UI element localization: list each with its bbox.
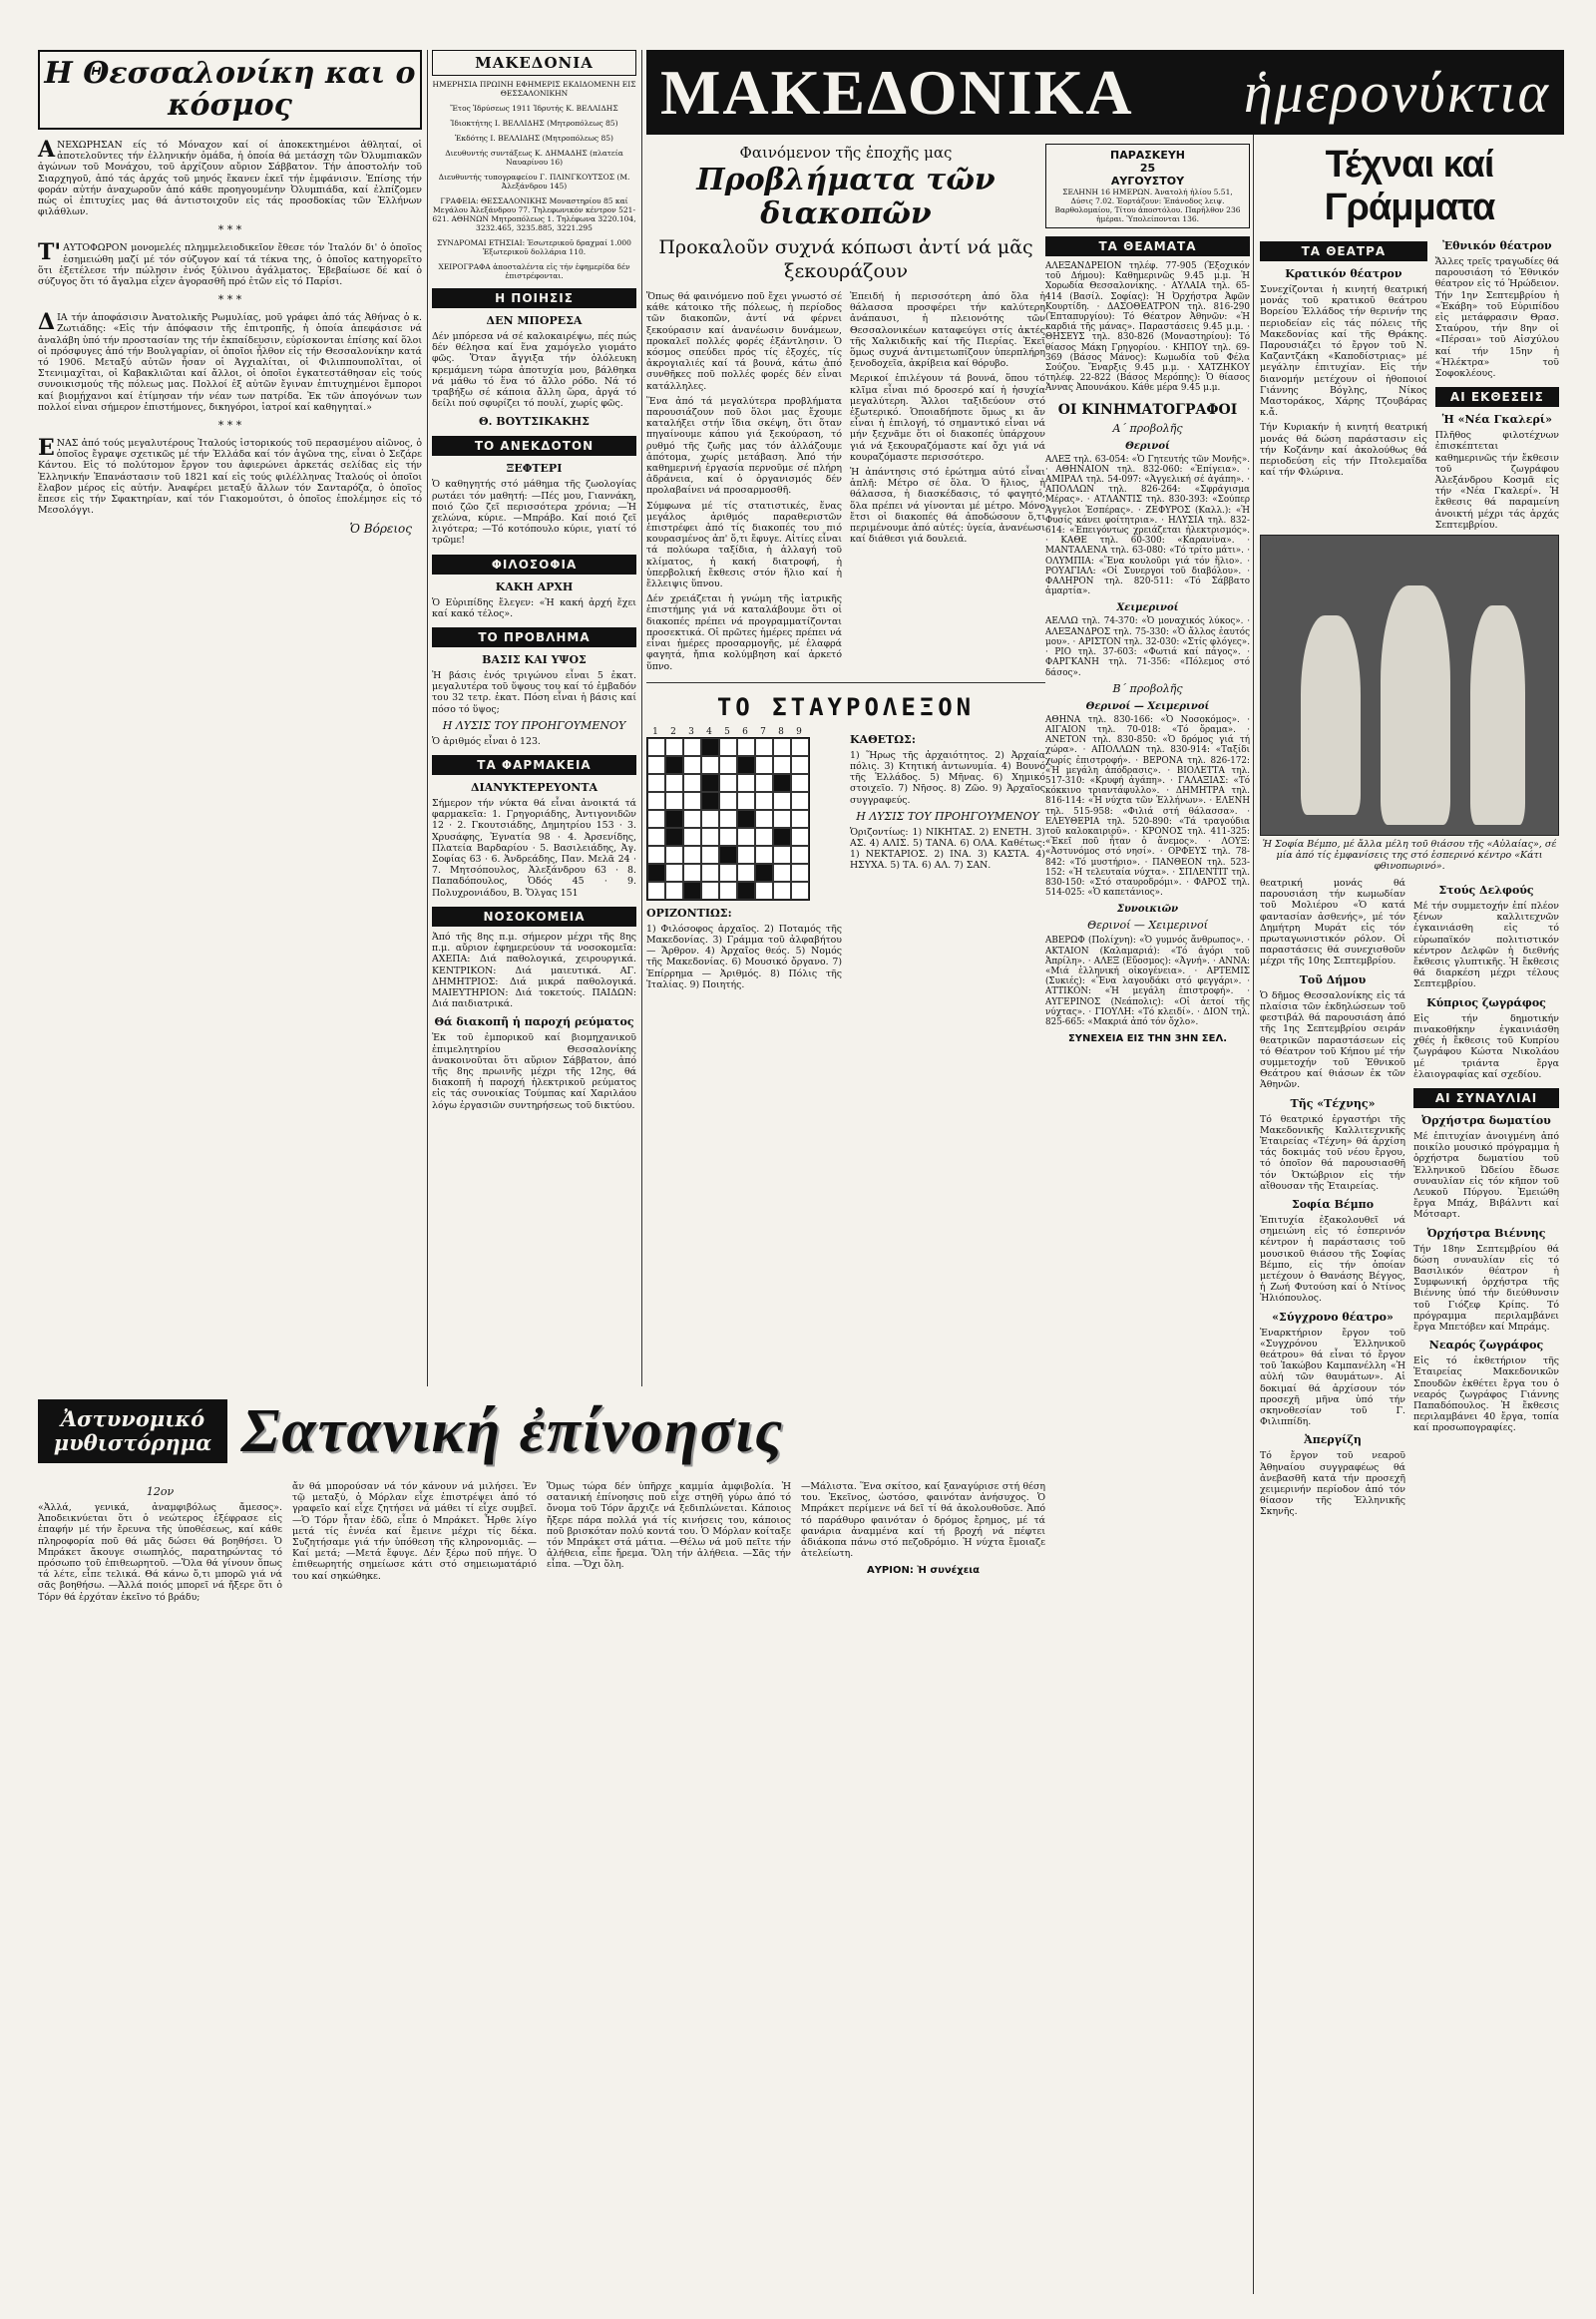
item-title: Ἀπεργίζη xyxy=(1304,1433,1362,1447)
item-title: «Σύγχρονο θέατρο» xyxy=(1272,1310,1394,1324)
crossword-number: 6 xyxy=(742,726,748,737)
masthead-text: Ἐκδότης Ι. ΒΕΛΛΙΔΗΣ (Μητροπόλεως 85) xyxy=(455,134,613,143)
crossword-cell xyxy=(683,756,701,774)
crossword-cell xyxy=(719,882,737,900)
item-text: Τό θεατρικό ἐργαστήρι τῆς Μακεδονικῆς Καλλιτεχνικῆς Ἑταιρείας «Τέχνη» θά ἀρχίση τάς δοκιμάς τοῦ νέου ἔργου, τό ὁποῖον θά παρουσιασθῆ τόν Ὀκτώβριον εἰς τήν αἴθουσαν τῆς Ἑταιρείας. xyxy=(1260,1113,1405,1192)
crossword-cell xyxy=(683,828,701,846)
crossword-number: 5 xyxy=(724,726,730,737)
crossword-cell xyxy=(719,810,737,828)
crossword-cell xyxy=(737,846,755,864)
item-text: Ὁ δῆμος Θεσσαλονίκης εἰς τά πλαίσια τῶν ἐκδηλώσεων τοῦ φεστιβάλ θά παρουσιάση ἀπό τῆς 1ης Σεπτεμβρίου σειράν θεατρικῶν παραστάσεων εἰς τό Θέατρον τοῦ Κήπου μέ τήν συμμετοχήν τοῦ Ἐθνικοῦ Θεάτρου καί θιάσων ἐκ τῶν Ἀθηνῶν. xyxy=(1260,989,1405,1091)
crossword-cell xyxy=(791,774,809,792)
article-paragraph: ΕΝΑΣ ἀπό τούς μεγαλυτέρους Ἰταλούς ἱστορικούς τοῦ περασμένου αἰῶνος, ὁ ὁποῖος ἔγραψε σχετικῶς μέ τήν Ἑλλάδα καί τόν ἀγῶνα της, εἶναι ὁ Σεζάρε Κάντου. Εἰς τό πολύτομον ἔργον του ἀφιερώνει ἀρκετάς σελίδας εἰς τήν Ἑλληνικήν Ἐπανάστασιν τοῦ 1821 καί εἰς τούς φιλέλληνας Ἰταλούς οἱ ὁποῖοι ἔλαβον μέρος εἰς αὐτήν. Ἀναφέρει μεταξύ ἄλλων τόν Σανταρόζα, ὁ ὁποῖος ἔπεσε εἰς τήν Σφακτηρίαν, καί τόν Γιακομούτσι, ὁ ὁποῖος ἐπολέμησε εἰς τό Μεσολόγγι. xyxy=(38,435,422,517)
answer-text: Ὁ ἀριθμός εἶναι ὁ 123. xyxy=(432,735,541,747)
article-paragraph: ΑΝΕΧΩΡΗΣΑΝ είς τό Μόναχον καί οί ἀποκεκτημένοι ἀθληταί, οἱ ἀποτελοῦντες τήν ἑλληνικήν ὁμάδα, ἡ ὁποία θά μετάσχη τῶν Ὀλυμπιακῶν ἀγώνων τοῦ Μονάχου, τοῦ ἀρχίζουν αὔριον Σάββατον. Τήν ἀποστολήν τοῦ Σιαρχηγοῦ, ἀπό τάς ἀρχάς τοῦ μηνός ἔκανεν ἐκεῖ τήν ἐμφάνισιν. Ἐπίσης τήν φοράν αὐτήν ἀναχωροῦν ἀπό κάθε προηγουμένην Ὀλυμπιάδα, καί ἐλπίζομεν πώς οἱ ἐπιτυχίες μας θά ἀντιστοιχοῦν εἰς τάς προσδοκίας τῶν Ἑλλήνων φιλάθλων. xyxy=(38,137,422,218)
crossword-cell xyxy=(791,756,809,774)
crossword-cell xyxy=(755,846,773,864)
article-paragraph: Ὅπως θά φαινόμενο ποῦ ἔχει γνωστό σέ κάθε κάτοικο τῆς πόλεως, ἡ περίοδος τῶν διακοπῶν, ἀντί νά φέρνει ξεκούρασιν καί ἀνανέωσιν δυνάμεων, προκαλεῖ πολλές φορές ἐξάντλησιν. Ὁ κόσμος σπεύδει πρός τίς ἐξοχές, τίς ἀκρογιαλιές καί τά βουνά, κάτω ἀπό συνθῆκες ποῦ πολλές φορές δέν εἶναι κατάλληλες. xyxy=(646,291,842,392)
philosophy-title: ΚΑΚΗ ΑΡΧΗ xyxy=(495,580,574,593)
crossword-cell xyxy=(773,846,791,864)
philosophy-text: Ὁ Εὐριπίδης ἔλεγεν: «Ἡ κακή ἀρχή ἔχει καί κακό τέλος». xyxy=(432,596,636,619)
serial-title: Σατανική ἐπίνοησις xyxy=(241,1396,785,1465)
crossword-grid xyxy=(646,737,810,901)
item-text: Πλῆθος φιλοτέχνων ἐπισκέπτεται καθημερινῶς τήν ἔκθεσιν τοῦ ζωγράφου Ἀλεξάνδρου Κοσμᾶ εἰς τήν «Νέα Γκαλερί». Ἡ ἔκθεσις θά παραμείνη ἀνοικτή μέχρι τάς ἀρχάς Σεπτεμβρίου. xyxy=(1434,430,1559,531)
serial-paragraph: ἄν θά μπορούσαν νά τόν κάνουν νά μιλήσει. Ἐν τῷ μεταξύ, ὁ Μόρλαν εἶχε ἐπιστρέψει ἀπό τό γραφεῖο καί εἶχε ζητήσει νά μάθει τί εἶχε συμβεῖ. —Ὁ Τόρν ἦταν ἐδῶ, εἶπε ὁ Μπράκετ. Ἦρθε λίγο μετά τίς ἑννέα καί ἔμεινε μέχρι τίς δέκα. Συζητήσαμε γιά τήν ὑπόθεση τῆς κληρονομιᾶς. —Καί μετά; —Μετά ἔφυγε. Δέν ξέρω ποῦ πήγε. Ὁ ἐπιθεωρητής σημείωσε κάτι στό σημειωματάριό του καί σηκώθηκε. xyxy=(292,1481,537,1582)
horizontal-clues-header: ΟΡΙΖΟΝΤΙΩΣ: xyxy=(646,906,732,920)
masthead-text: ΧΕΙΡΟΓΡΑΦΑ ἀποσταλέντα εἰς τήν ἐφημερίδα δέν ἐπιστρέφονται. xyxy=(438,262,630,280)
date-box xyxy=(1045,144,1250,228)
date-details: ΣΕΛΗΝΗ 16 ΗΜΕΡΩΝ. Ἀνατολή ἡλίου 5.51, Δύσις 7.02. Ἑορτάζουν: Ἐπάνοδος λειψ. Βαρθολομαίου, Τίτου ἀποστόλου. Παρῆλθον 236 ἡμέραι. Ὑπολείπονται 136. xyxy=(1054,188,1241,223)
second-run-label: Β΄ προβολῆς xyxy=(1112,681,1183,695)
crossword-cell xyxy=(719,864,737,882)
suburb-cinema-listings: ΑΒΕΡΩΦ (Πολίχνη): «Ὁ γυμνός ἄνθρωπος». · ΑΚΤΑΙΟΝ (Καλαμαριά): «Τό ἀγόρι τοῦ Ἀπρίλη». · ΑΛΕΞ (Εὔοσμος): «Ἀγνή». · ΑΝΝΑ: «Μιά ἑλληνική οἰκογένεια». · ΑΡΤΕΜΙΣ (Συκιές): «Ἕνα λαγουδάκι στό φεγγάρι». · ΑΤΤΙΚΟΝ: «Ἡ μεγάλη ἐπιστροφή». · ΑΥΓΕΡΙΝΟΣ (Νεάπολις): «Οἱ ἀετοί τῆς νύχτας». · ΓΙΟΥΛΗ: «Τό κλειδί». · ΔΙΟΝ τηλ. 825-665: «Μακριά ἀπό τόν ὄχλο». xyxy=(1045,936,1250,1027)
crossword-cell xyxy=(701,864,719,882)
crossword-cell xyxy=(665,774,683,792)
cinema-header: ΟΙ ΚΙΝΗΜΑΤΟΓΡΑΦΟΙ xyxy=(1057,401,1238,418)
answer-label: Η ΛΥΣΙΣ ΤΟΥ ΠΡΟΗΓΟΥΜΕΝΟΥ xyxy=(442,718,626,732)
item-text: Συνεχίζονται ἡ κινητή θεατρική μονάς τοῦ κρατικοῦ θεάτρου Βορείου Ἑλλάδος τήν θερινήν της περιοδείαν εἰς τάς πόλεις τῆς Μακεδονίας καί τῆς Θράκης. Παρουσιάζει τό ἔργον τοῦ Ν. Καζαντζάκη «Καποδίστριας» μέ μεγάλην ἐπιτυχίαν. Εἰς τήν διανομήν μετέχουν οἱ ἠθοποιοί Γιάννης Βόγλης, Νίκος Μαστοράκος, Χάρης Τζουβάρας κ.ἄ. xyxy=(1260,284,1427,419)
masthead-text: ΣΥΝΔΡΟΜΑΙ ΕΤΗΣΙΑΙ: Ἐσωτερικοῦ δραχμαί 1.000 Ἐξωτερικοῦ δολλάρια 110. xyxy=(437,238,631,256)
crossword-cell xyxy=(647,864,665,882)
winter-label: Χειμερινοί xyxy=(1116,602,1179,614)
item-text: Εἰς τό ἐκθετήριον τῆς Ἑταιρείας Μακεδονικῶν Σπουδῶν ἐκθέτει ἔργα του ὁ νεαρός ζωγράφος Γιάννης Παπαδόπουλος. Ἡ ἔκθεσις περιλαμβάνει 40 ἔργα, τοπία καί προσωπογραφίες. xyxy=(1413,1355,1559,1434)
chapter-number: 12ον xyxy=(146,1485,175,1498)
item-text: Εἰς τήν δημοτικήν πινακοθήκην ἐγκαινιάσθη χθές ἡ ἔκθεσις τοῦ Κυπρίου ζωγράφου Κώστα Νικολάου μέ τριάντα ἔργα ἐλαιογραφίας καί σχεδίου. xyxy=(1413,1012,1559,1080)
article-headline: Προβλήματα τῶν διακοπῶν xyxy=(696,163,996,231)
crossword-cell xyxy=(773,738,791,756)
crossword-number: 9 xyxy=(796,726,802,737)
crossword-cell xyxy=(683,864,701,882)
item-title: Κύπριος ζωγράφος xyxy=(1426,995,1546,1009)
masthead-text: ΓΡΑΦΕΙΑ: ΘΕΣΣΑΛΟΝΙΚΗΣ Μοναστηρίου 85 καί Μεγάλου Ἀλεξάνδρου 77. Τηλεφωνικόν κέντρον 521-621. ΑΘΗΝΩΝ Μητροπόλεως 1. Τηλέφωνα 3220.104, 3232.465, 3235.885, 3221.295 xyxy=(432,196,636,232)
column-masthead-info xyxy=(432,50,636,1115)
anecdote-title: ΞΕΦΤΕΡΙ xyxy=(506,462,563,476)
first-run-label: Α΄ προβολῆς xyxy=(1112,421,1183,435)
article-kicker: Φαινόμενον τῆς ἐποχῆς μας xyxy=(739,144,953,162)
photo-vembo xyxy=(1260,535,1559,836)
crossword-title: ΤΟ ΣΤΑΥΡΟΛΕΞΟΝ xyxy=(716,692,976,721)
item-title: Τοῦ Δήμου xyxy=(1299,972,1367,986)
crossword-cell xyxy=(683,738,701,756)
crossword-cell xyxy=(773,792,791,810)
masthead-text: ΗΜΕΡΗΣΙΑ ΠΡΩΙΝΗ ΕΦΗΜΕΡΙΣ ΕΚΔΙΔΟΜΕΝΗ ΕΙΣ ΘΕΣΣΑΛΟΝΙΚΗΝ xyxy=(432,80,636,98)
crossword-cell xyxy=(791,810,809,828)
crossword-number: 1 xyxy=(652,726,658,737)
crossword-cell xyxy=(665,882,683,900)
column-thessaloniki: Η Θεσσαλονίκη και ο κόσμος ΑΝΕΧΩΡΗΣΑΝ είς τό Μόναχον καί οί ἀποκεκτημένοι ἀθληταί, οἱ ἀποτελοῦντες τήν ἑλληνικήν ὁμάδα, ἡ ὁποία θά μετάσχη τῶν Ὀλυμπιακῶν ἀγώνων τοῦ Μονάχου, τοῦ ἀρχίζουν αὔριον Σάββατον. Τήν ἀποστολήν τοῦ Σιαρχηγοῦ, ἀπό τάς ἀρχάς τοῦ μηνός ἔκανεν ἐκεῖ τήν ἐμφάνισιν. Ἐπίσης τήν φοράν αὐτήν ἀναχωροῦν ἀπό κάθε προηγουμένην Ὀλυμπιάδα, καί ἐλπίζομεν πώς οἱ ἐπιτυχίες μας θά ἀντιστοιχοῦν εἰς τάς προσδοκίας τῶν Ἑλλήνων φιλάθλων. * * * Τ'ΑΥΤΟΦΩΡΟΝ μονομελές πλημμελειοδικεῖον ἔθεσε τόν Ἰταλόν δι' ὁ ὁποῖος ἐσημειώθη μαζί μέ τόν σύζυγον καί τά τέκνα της, ὁ ὁποῖος κατηγορεῖτο ὅτι ἐξετέλεσε τήν πώλησιν ἐνός ξύλινου ἀγάλματος. Ἐβεβαίωσε δέ καί ὁ σύζυγος ὅτι τό ἄγαλμα εἶχεν ἀγορασθῆ πρό ἐτῶν εἰς τό Παρίσι. * * * ΔΙΑ τήν ἀποφάσισιν Ἀνατολικῆς Ρωμυλίας, μοῦ γράφει ἀπό τάς Ἀθήνας ὁ κ. Ζωτιάδης: «Εἰς τήν ἀπόφασιν τῆς ἐπιτροπῆς, ἡ ὁποία ἀπεφάσισε νά ἀναλάβη ὑπό τήν προστασίαν της τήν ἐκπαίδευσιν, εὑρίσκονται ἐπίσης καί ὅλοι οἱ πρόσφυγες ἀπό τήν Βουλγαρίαν, οἱ ὁποῖοι ἦλθον εἰς τήν Θεσσαλονίκην κατά τό 1906. Μεταξύ αὐτῶν ἦσαν οἱ Ἀγχιαλίται, οἱ Φιλιππουπολῖται, οἱ Στενιμαχῖται, οἱ Καβακλιῶται καί ἄλλοι, οἱ ὁποῖοι ἐγκατεστάθησαν εἰς τούς συνοικισμούς τῆς πόλεως μας. Πολλοί ἐξ αὐτῶν ἔγιναν ἐπιτυχημένοι ἔμποροι καί βιομήχανοι καί ἐτίμησαν τήν νέαν των πατρίδα. Ἐκ τῶν ἀπογόνων των πολλοί εἶναι σήμερον ἐπιστήμονες, δικηγόροι, ἰατροί καί καθηγηταί.» * * * ΕΝΑΣ ἀπό τούς μεγαλυτέρους Ἰταλούς ἱστορικούς τοῦ περασμένου αἰῶνος, ὁ ὁποῖος ἔγραψε σχετικῶς μέ τήν Ἑλλάδα καί τόν ἀγῶνα της, εἶναι ὁ Σεζάρε Κάντου. Εἰς τό πολύτομον ἔργον του ἀφιερώνει ἀρκετάς σελίδας εἰς τήν Ἑλληνικήν Ἐπανάστασιν τοῦ 1821 καί εἰς τούς φιλέλληνας Ἰταλούς οἱ ὁποῖοι ἔλαβον μέρος εἰς αὐτήν. Ἀναφέρει μεταξύ ἄλλων τόν Σανταρόζα, ὁ ὁποῖος ἔπεσε εἰς τήν Σφακτηρίαν, καί τόν Γιακομούτσι, ὁ ὁποῖος ἐπολέμησε εἰς τό Μεσολόγγι. Ὁ Βόρειος xyxy=(38,50,422,544)
item-text: Τό ἔργον τοῦ νεαροῦ Ἀθηναίου συγγραφέως θά ἀνεβασθῆ κατά τήν προσεχῆ χειμερινήν περίοδον ἀπό τόν θίασον τῆς Ἑλληνικῆς Σκηνῆς. xyxy=(1260,1450,1405,1518)
crossword-numbers xyxy=(646,727,808,737)
article-paragraph: ΔΙΑ τήν ἀποφάσισιν Ἀνατολικῆς Ρωμυλίας, μοῦ γράφει ἀπό τάς Ἀθήνας ὁ κ. Ζωτιάδης: «Εἰς τήν ἀπόφασιν τῆς ἐπιτροπῆς, ἡ ὁποία ἀπεφάσισε νά ἀναλάβη ὑπό τήν προστασίαν της τήν ἐκπαίδευσιν, εὑρίσκονται ἐπίσης καί ὅλοι οἱ πρόσφυγες ἀπό τήν Βουλγαρίαν, οἱ ὁποῖοι ἦλθον εἰς τήν Θεσσαλονίκην κατά τό 1906. Μεταξύ αὐτῶν ἦσαν οἱ Ἀγχιαλίται, οἱ Φιλιππουπολῖται, οἱ Στενιμαχῖται, οἱ Καβακλιῶται καί ἄλλοι, οἱ ὁποῖοι ἐγκατεστάθησαν εἰς τούς συνοικισμούς τῆς πόλεως μας. Πολλοί ἐξ αὐτῶν ἔγιναν ἐπιτυχημένοι ἔμποροι καί βιομήχανοι καί ἐτίμησαν τήν νέαν των πατρίδα. Ἐκ τῶν ἀπογόνων των πολλοί εἶναι σήμερον ἐπιστήμονες, δικηγόροι, ἰατροί καί καθηγηταί.» xyxy=(38,309,422,413)
crossword-cell xyxy=(665,756,683,774)
masthead-text: Διευθυντής τυπογραφείου Γ. ΠΛΙΝΓΚΟΥΤΣΟΣ (Μ. Ἀλεξάνδρου 145) xyxy=(438,173,630,191)
crossword-cell xyxy=(683,810,701,828)
serial-label: Ἀστυνομικό μυθιστόρημα xyxy=(38,1399,227,1463)
section-header-problem: ΤΟ ΠΡΟΒΛΗΜΑ xyxy=(432,627,636,647)
crossword-cell xyxy=(719,756,737,774)
crossword-cell xyxy=(755,810,773,828)
notice-title: Θά διακοπῆ ἡ παροχή ρεύματος xyxy=(434,1015,634,1029)
item-text: Ἄλλες τρεῖς τραγωδίες θά παρουσιάση τό Ἐθνικόν θέατρον εἰς τό Ἡρώδειον. Τήν 1ην Σεπτεμβρίου ἡ «Ἑκάβη» τοῦ Εὐριπίδου εἰς μετάφρασιν Θρασ. Σταύρου, τήν 8ην οἱ «Πέρσαι» τοῦ Αἰσχύλου καί τήν 15ην ἡ «Ἠλέκτρα» τοῦ Σοφοκλέους. xyxy=(1434,256,1559,380)
item-text: Μέ τήν συμμετοχήν ἐπί πλέον ξένων καλλιτεχνῶν ἐγκαινιάσθη εἰς τό εὐρωπαϊκόν πολιτιστικόν κέντρον Δελφῶν ἡ διεθνής ἔκθεσις γλυπτικῆς. Ἡ ἔκθεσις θά διαρκέση μέχρι τέλους Σεπτεμβρίου. xyxy=(1413,901,1559,990)
section-header-theatres: ΤΑ ΘΕΑΜΑΤΑ xyxy=(1045,236,1250,256)
crossword-number: 2 xyxy=(670,726,676,737)
crossword-cell xyxy=(737,810,755,828)
column-arts xyxy=(1260,50,1559,1522)
crossword-cell xyxy=(755,738,773,756)
problem-text: Ἡ βάσις ἑνός τριγώνου εἶναι 5 ἑκατ. μεγαλυτέρα τοῦ ὕψους του καί τό ἐμβαδόν του 32 τετρ. ἑκατ. Πόση εἶναι ἡ βάσις καί πόσο τό ὕψος; xyxy=(432,670,636,715)
crossword-cell xyxy=(755,774,773,792)
crossword-cell xyxy=(773,810,791,828)
crossword-cell xyxy=(683,792,701,810)
hospital-list: Ἀπό τῆς 8ης π.μ. σήμερον μέχρι τῆς 8ης π.μ. αὔριον ἐφημερεύουν τά νοσοκομεῖα: ΑΧΕΠΑ: Διά παθολογικά, χειρουργικά. ΚΕΝΤΡΙΚΟΝ: Διά μαιευτικά. ΑΓ. ΔΗΜΗΤΡΙΟΣ: Διά μικρά παθολογικά. ΜΑΙΕΥΤΗΡΙΟΝ: Διά τοκετούς. ΠΑΙΔΩΝ: Διά παιδιατρικά. xyxy=(432,931,636,1010)
item-title: Ἐθνικόν θέατρον xyxy=(1442,239,1552,252)
column-rule xyxy=(641,50,642,1386)
serial-paragraph: —Μάλιστα. Ἕνα σκίτσο, καί ξαναγύρισε στή θέση του. Ἐκεῖνος, ὡστόσο, φαινόταν ἀνήσυχος. Ὁ Μπράκετ περίμενε νά δεῖ τί θά ἀκολουθοῦσε. Ἀπό τό παράθυρο φαινόταν ὁ δρόμος ἔρημος, μέ τά φανάρια ἀναμμένα καί τή βροχή νά πέφτει ἀδιάκοπα πάνω στό πεζοδρόμιο. Ἡ νύχτα ἔμοιαζε ἀτελείωτη. xyxy=(801,1481,1045,1560)
crossword-cell xyxy=(791,882,809,900)
crossword-cell xyxy=(665,846,683,864)
article-paragraph: Ἕνα ἀπό τά μεγαλύτερα προβλήματα παρουσιάζουν ποῦ ὅλοι μας ἔχουμε καταλήξει στήν ἴδια σκέψη, ὅτι ὅταν πηγαίνουμε κάπου γιά ξεκούραση, τό ρυθμό τῆς ζωῆς μας τόν ἀλλάζουμε ἀπότομα, χωρίς μετάβαση. Ἀπό τήν καθημερινή ἐργασία περνοῦμε σέ πλήρη ἀδράνεια, καί ὁ ὀργανισμός δέν προλαβαίνει νά προσαρμοσθῆ. xyxy=(646,395,842,497)
crossword-cell xyxy=(647,756,665,774)
crossword-cell xyxy=(737,828,755,846)
problem-title: ΒΑΣΙΣ ΚΑΙ ΥΨΟΣ xyxy=(482,653,587,667)
solution-header: Η ΛΥΣΙΣ ΤΟΥ ΠΡΟΗΓΟΥΜΕΝΟΥ xyxy=(856,809,1039,823)
article-paragraph: Τ'ΑΥΤΟΦΩΡΟΝ μονομελές πλημμελειοδικεῖον ἔθεσε τόν Ἰταλόν δι' ὁ ὁποῖος ἐσημειώθη μαζί μέ τόν σύζυγον καί τά τέκνα της, ὁ ὁποῖος κατηγορεῖτο ὅτι ἐξετέλεσε τήν πώλησιν ἐνός ξύλινου ἀγάλματος. Ἐβεβαίωσε δέ καί ὁ σύζυγος ὅτι τό ἄγαλμα εἶχεν ἀγορασθῆ πρό ἐτῶν εἰς τό Παρίσι. xyxy=(38,239,422,288)
crossword-cell xyxy=(755,882,773,900)
item-title: Κρατικόν θέατρον xyxy=(1285,267,1402,280)
section-header-poetry: Η ΠΟΙΗΣΙΣ xyxy=(432,288,636,308)
item-text: Ἐπιτυχία ἐξακολουθεῖ νά σημειώνη εἰς τό ἑσπερινόν κέντρον ἡ παράστασις τοῦ μουσικοῦ θιάσου τῆς Σοφίας Βέμπο, εἰς τήν ὁποίαν μετέχουν ὁ Θανάσης Βέγγος, ἡ Ζωή Φυτούση καί ὁ Ντίνος Ἠλιόπουλος. xyxy=(1260,1214,1405,1305)
crossword-cell xyxy=(683,882,701,900)
crossword-cell xyxy=(755,828,773,846)
crossword-cell xyxy=(701,828,719,846)
item-title: Νεαρός ζωγράφος xyxy=(1428,1339,1544,1353)
crossword-cell xyxy=(719,828,737,846)
crossword-cell xyxy=(737,882,755,900)
crossword-cell xyxy=(737,756,755,774)
crossword-cell xyxy=(701,738,719,756)
masthead-text: Ἰδιοκτήτης Ι. ΒΕΛΛΙΔΗΣ (Μητροπόλεως 85) xyxy=(450,119,618,128)
crossword-cell xyxy=(755,756,773,774)
column-listings xyxy=(1045,50,1250,1044)
crossword-cell xyxy=(701,846,719,864)
notice-text: Ἐκ τοῦ ἐμπορικοῦ καί βιομηχανικοῦ ἐπιμελητηρίου Θεσσαλονίκης ἀνακοινοῦται ὅτι αὔριον Σάββατον, ἀπό τῆς 8ης πρωινῆς μέχρι τῆς 12ης, θά διακοπῆ ἡ παροχή ἠλεκτρικοῦ ρεύματος εἰς τάς συνοικίας Τούμπας καί Χαριλάου λόγω ἐργασιῶν συντηρήσεως τοῦ δικτύου. xyxy=(432,1032,636,1111)
crossword-number: 7 xyxy=(760,726,766,737)
item-text: Ἐναρκτήριον ἔργον τοῦ «Συγχρόνου Ἑλληνικοῦ θεάτρου» θά εἶναι τό ἔργον τοῦ Ἰακώβου Καμπανέλλη «Ἡ αὐλή τῶν θαυμάτων». Αἱ δοκιμαί θά ἀρχίσουν τόν προσεχῆ μῆνα ὑπό τήν σκηνοθεσίαν τοῦ Γ. Φιλιππίδη. xyxy=(1260,1327,1405,1428)
crossword-cell xyxy=(647,738,665,756)
serial-continued: ΑΥΡΙΟΝ: Ἡ συνέχεια xyxy=(866,1565,981,1577)
crossword-cell xyxy=(683,774,701,792)
crossword-cell xyxy=(791,792,809,810)
poem-text: Δέν μπόρεσα νά σέ καλοκαιρέψω, πές πώς δέν θέλησα καί ἕνα χαμόγελο γιομάτο φῶς. Ὅταν ἄγγιξα τήν ὁλόλευκη κρεμάμενη τώρα ἀποτυχία μου, βάλθηκα νά μάθω τό ἕνα τό ἄλλο ρόδο. Νά τό τραβήξω σέ κάποια ἄλλη ὥρα, ἀργά τό δείλι πού σφυρίζει τό πουλί, χωρίς φῶς. xyxy=(432,331,636,410)
crossword-cell xyxy=(737,864,755,882)
continued-note: ΣΥΝΕΧΕΙΑ ΕΙΣ ΤΗΝ 3ΗΝ ΣΕΛ. xyxy=(1067,1033,1228,1045)
crossword-cell xyxy=(683,846,701,864)
crossword-number: 4 xyxy=(706,726,712,737)
crossword-cell xyxy=(791,738,809,756)
crossword-cell xyxy=(701,792,719,810)
column-feature xyxy=(646,50,1045,994)
article-paragraph: Μερικοί ἐπιλέγουν τά βουνά, ὅπου τό κλῖμα εἶναι πιό δροσερό καί ἡ ἡσυχία μεγαλύτερη. Ἄλλοι ταξιδεύουν στό ἐξωτερικό. Ὁποιαδήποτε ὅμως κι ἄν εἶναι ἡ ἐπιλογή, τό σημαντικό εἶναι νά μήν ξεχνᾶμε ὅτι οἱ διακοπές ὑπάρχουν γιά νά ξεκουραζόμαστε καί ὄχι γιά νά κουραζόμαστε περισσότερο. xyxy=(850,373,1045,463)
second-run-listings: ΑΘΗΝΑ τηλ. 830-166: «Ὁ Νοσοκόμος». · ΑΙΓΑΙΟΝ τηλ. 70-018: «Τό ὅραμα». · ΑΝΕΤΟΝ τηλ. 830-850: «Ὁ δρόμος γιά τή χώρα». · ΑΠΟΛΛΩΝ τηλ. 830-914: «Ταξίδι χωρίς ἐπιστροφή». · ΒΕΡΟΝΑ τηλ. 826-172: «Ἡ μεγάλη ἀπόδρασις». · ΒΙΟΛΕΤΤΑ τηλ. 517-310: «Κρυφή ἀγάπη». · ΓΑΛΑΞΙΑΣ: «Τό κόκκινο τριαντάφυλλο». · ΔΗΜΗΤΡΑ τηλ. 816-114: «Ἡ νύχτα τῶν Ἑλλήνων». · ΕΛΕΝΗ τηλ. 515-958: «Φιλιά στή θάλασσα». · ΕΛΕΥΘΕΡΙΑ τηλ. 520-890: «Τά τραγούδια τοῦ καλοκαιριοῦ». · ΚΡΟΝΟΣ τηλ. 411-325: «Ἐκεῖ ποῦ ἦταν ὁ ἄνεμος». · ΛΟΥΞ: «Ἀστυνόμος στό νησί». · ΟΡΦΕΥΣ τηλ. 78-842: «Τό μυστήριο». · ΠΑΝΘΕΟΝ τηλ. 523-152: «Ἡ τελευταία νύχτα». · ΣΠΛΕΝΤΙΤ τηλ. 830-150: «Στό σταυροδρόμι». · ΦΑΡΟΣ τηλ. 514-025: «Ὁ καπετάνιος». xyxy=(1045,714,1250,899)
crossword-cell xyxy=(665,864,683,882)
summer-winter-label: Θερινοί — Χειμερινοί xyxy=(1085,700,1210,712)
summer-label: Θερινοί xyxy=(1125,440,1170,452)
crossword-cell xyxy=(647,846,665,864)
crossword-cell xyxy=(701,882,719,900)
crossword-cell xyxy=(773,828,791,846)
crossword-cell xyxy=(701,810,719,828)
vertical-clues: 1) Ἥρως τῆς ἀρχαιότητος. 2) Ἀρχαία πόλις. 3) Κτητική ἀντωνυμία. 4) Βουνό τῆς Ἑλλάδος. 5) Μῆνας. 6) Χημικό στοιχεῖο. 7) Νῆσος. 8) Ζῶο. 9) Ἀρχαῖος συγγραφεύς. xyxy=(850,749,1045,806)
crossword-cell xyxy=(791,828,809,846)
banner-subtitle: ἡμερονύκτια xyxy=(1243,60,1550,125)
crossword-cell xyxy=(701,756,719,774)
banner-title: ΜΑΚΕΔΟΝΙΚΑ xyxy=(660,56,1134,128)
crossword-number: 3 xyxy=(688,726,694,737)
newspaper-page xyxy=(38,50,1564,2294)
crossword-cell xyxy=(665,828,683,846)
article-paragraph: Ἡ ἀπάντησις στό ἐρώτημα αὐτό εἶναι ἁπλῆ: Μέτρο σέ ὅλα. Ὁ ἥλιος, ἡ θάλασσα, ἡ διασκέδασις, τό φαγητό, ὅλα πρέπει νά γίνονται μέ μέτρο. Μόνο ἔτσι οἱ διακοπές θά ἀποδώσουν ὅ,τι περιμένουμε ἀπό αὐτές: ὑγεία, ἀνανέωσι καί διάθεσι γιά δουλειά. xyxy=(850,467,1045,546)
crossword-number: 8 xyxy=(778,726,784,737)
item-title: Ἡ «Νέα Γκαλερί» xyxy=(1441,413,1552,427)
item-title: Σοφία Βέμπο xyxy=(1291,1197,1375,1211)
poet-name: Θ. ΒΟΥΤΣΙΚΑΚΗΣ xyxy=(479,415,590,429)
day-number: 25 xyxy=(1139,162,1156,175)
column-rule xyxy=(427,50,428,1386)
item-text: Τήν Κυριακήν ἡ κινητή θεατρική μονάς θά δώση παράστασιν εἰς τήν Κοζάνην καί ἀκολούθως θά περιοδεύση εἰς τήν Πτολεμαΐδα καί τήν Φλώρινα. xyxy=(1260,422,1427,479)
section-header-anecdote: ΤΟ ΑΝΕΚΔΟΤΟΝ xyxy=(432,436,636,456)
crossword-cell xyxy=(791,864,809,882)
column-title: Η Θεσσαλονίκη και ο κόσμος xyxy=(38,50,422,130)
newspaper-logo: ΜΑΚΕΔΟΝΙΑ xyxy=(432,50,636,76)
crossword-cell xyxy=(647,810,665,828)
crossword-cell xyxy=(737,774,755,792)
crossword-cell xyxy=(755,792,773,810)
crossword-cell xyxy=(701,774,719,792)
crossword-cell xyxy=(647,828,665,846)
summer-cinema-listings: ΑΛΕΞ τηλ. 63-054: «Ὁ Γητευτής τῶν Μονῆς». · ΑΘΗΝΑΙΟΝ τηλ. 832-060: «Ἐπίγεια». · ΑΜΙΡΑΛ τηλ. 54-097: «Ἀγγελική σέ ἀγάπη». · ΑΠΟΛΛΩΝ τηλ. 826-264: «Σφράγισμα Μέρας». · ΑΤΛΑΝΤΙΣ τηλ. 830-393: «Σούπερ Ἀγγελοι Ἑσπέρας». · ΖΕΦΥΡΟΣ (Καλλ.): «Ἡ Φυσίς κάνει φοίτητρια». · ΗΛΥΣΙΑ τηλ. 832-614: «Ἐπειγόντως χρειάζεται ἠλεκτρισμός». · ΚΑΘΕ τηλ. 60-300: «Καρανίνα». · ΜΑΝΤΑΛΕΝΑ τηλ. 63-080: «Τό τρίτο μάτι». · ΟΛΥΜΠΙΑ: «Ἕνα κουλοῦρι γιά τόν ἥλιο». · ΡΟΥΑΓΙΑΛ: «Οἱ Συνεργοί τοῦ διαβόλου». · ΦΑΛΗΡΟΝ τηλ. 820-511: «Τό Σάββατο ἁμαρτία». xyxy=(1045,454,1250,597)
serial-text xyxy=(38,1481,1045,1607)
section-header-pharmacy: ΤΑ ΦΑΡΜΑΚΕΙΑ xyxy=(432,755,636,775)
item-title: Τῆς «Τέχνης» xyxy=(1290,1096,1376,1110)
winter-cinema-listings: ΑΕΛΛΩ τηλ. 74-370: «Ὁ μοναχικός λύκος». · ΑΛΕΞΑΝΔΡΟΣ τηλ. 75-330: «Ὁ ἄλλος ἑαυτός μου». · ΑΡΙΣΤΟΝ τηλ. 32-030: «Στίς φλόγες». · ΡΙΟ τηλ. 37-603: «Φωτιά καί πάγος». · ΦΑΡΓΚΑΝΗ τηλ. 71-356: «Πόλεμος στό δάσος». xyxy=(1045,616,1250,678)
item-title: Ὀρχήστρα δωματίου xyxy=(1421,1113,1551,1127)
column-rule xyxy=(1253,50,1254,2294)
crossword-cell xyxy=(773,882,791,900)
article-deck: Προκαλοῦν συχνά κόπωσι ἀντί νά μᾶς ξεκουράζουν xyxy=(658,236,1033,282)
crossword-cell xyxy=(647,792,665,810)
arts-title: Τέχναι καί Γράμματα xyxy=(1324,144,1495,228)
crossword-cell xyxy=(647,882,665,900)
item-text: Μέ ἐπιτυχίαν ἀνοιγμένη ἀπό ποικίλο μουσικό πρόγραμμα ἡ ὀρχήστρα δωματίου τοῦ Ἑλληνικοῦ Ὠδείου ἔδωσε συναυλίαν εἰς τόν κῆπον τοῦ Λευκοῦ Πύργου. Ἐμειώθη ἔργα Μπάχ, Βιβάλντι καί Μότσαρτ. xyxy=(1413,1130,1559,1221)
serial-banner xyxy=(38,1391,1045,1471)
section-header-theatre: ΤΑ ΘΕΑΤΡΑ xyxy=(1260,241,1427,261)
serial-paragraph: «Ἀλλά, γενικά, ἀναμφιβόλως ἄμεσος». Ἀποδεικνύεται ὅτι ὁ νεώτερος ἐξέφρασε εἰς ἐπαφήν μέ τήν ἔρευνα τῆς ὑποθέσεως, καί κάθε πληροφορία ποῦ θά μᾶς δώσει θά βοηθήσει. Ὁ Μπράκετ ἄκουγε σιωπηλός, παρατηρώντας τό πρόσωπο τοῦ ἐπιθεωρητοῦ. —Ὅλα θά γίνουν ὅπως τά λέτε, εἶπε τελικά. Θά κάνω ὅ,τι μπορῶ γιά νά σᾶς βοηθήσω. —Ἀλλά ποιός μπορεῖ νά ἤξερε ὅτι ὁ Τόρν θά ἐρχόταν ἐκεῖνο τό βράδυ; xyxy=(38,1502,282,1603)
section-header-concerts: ΑΙ ΣΥΝΑΥΛΙΑΙ xyxy=(1413,1088,1559,1108)
poem-title: ΔΕΝ ΜΠΟΡΕΣΑ xyxy=(486,314,583,327)
item-title: Στούς Δελφούς xyxy=(1438,884,1534,898)
article-paragraph: Ἐπειδή ἡ περισσότερη ἀπό ὅλα ἡ θάλασσα προσφέρει τήν καλύτερη ἀνάπαυσι, ἡ πλειονότης τῶν Θεσσαλονικέων καταφεύγει στίς ἀκτές τῆς Χαλκιδικῆς καί τῆς Πιερίας. Ἐκεῖ ὅμως συχνά ἀντιμετωπίζουν ὑπερπλήρη ξενοδοχεῖα, ἀκρίβεια καί θόρυβο. xyxy=(850,291,1045,370)
crossword-cell xyxy=(773,864,791,882)
crossword-cell xyxy=(719,774,737,792)
horizontal-clues: 1) Φιλόσοφος ἀρχαῖος. 2) Ποταμός τῆς Μακεδονίας. 3) Γράμμα τοῦ ἀλφαβήτου — Ἄρθρον. 4) Ἀρχαῖος θεός. 5) Νομός τῆς Μακεδονίας. 6) Μουσικό ὄργανο. 7) Ἐπίρρημα — Ἀριθμός. 8) Πόλις τῆς Ἰταλίας. 9) Ποιητής. xyxy=(646,923,842,990)
pharmacy-list: Σήμερον τήν νύκτα θά εἶναι ἀνοικτά τά φαρμακεῖα: 1. Γρηγοριάδης, Ἀντιγονιδῶν 12 · 2. Γκουτσιάδης, Δημητρίου 153 · 3. Χρυσάφης, Ἐγνατία 98 · 4. Ἀρσενίδης, Πλατεία Βαρδαρίου · 5. Βασιλειάδης, Ἀγ. Σοφίας 63 · 6. Ἀνδρεάδης, Παν. Μελᾶ 24 · 7. Μητσόπουλος, Ἀλεξάνδρου 63 · 8. Παπαδόπουλος, Ὁδός 45 · 9. Πολυχρονιάδου, Β. Ὄλγας 151 xyxy=(432,798,636,899)
crossword-cell xyxy=(737,792,755,810)
article-paragraph: Δέν χρειάζεται ἡ γνώμη τῆς ἰατρικῆς ἐπιστήμης γιά νά καταλάβουμε ὅτι οἱ διακοπές πρέπει νά προγραμματίζονται προσεκτικά. Οἱ πρῶτες ἡμέρες πρέπει νά εἶναι ἡμέρες προσαρμογῆς, μέ ἐλαφρά φαγητά, ἤπια κολύμβηση καί ἀρκετό ὕπνο. xyxy=(646,593,842,672)
month: ΑΥΓΟΥΣΤΟΥ xyxy=(1110,175,1185,188)
crossword-cell xyxy=(719,792,737,810)
section-header-exhibitions: ΑΙ ΕΚΘΕΣΕΙΣ xyxy=(1435,387,1559,407)
item-text: θεατρική μονάς θά παρουσιάση τήν κωμωδίαν τοῦ Μολιέρου «Ὁ κατά φαντασίαν ἀσθενής», μέ τόν Δημήτρη Μυράτ εἰς τόν πρωταγωνιστικόν ρόλον. Οἱ παραστάσεις θά συνεχισθοῦν μέχρι τῆς 10ης Σεπτεμβρίου. xyxy=(1260,878,1405,967)
masthead-text: Ἔτος Ἱδρύσεως 1911 Ἱδρυτής Κ. ΒΕΛΛΙΔΗΣ xyxy=(450,104,618,113)
column-signature: Ὁ Βόρειος xyxy=(349,522,412,537)
crossword-cell xyxy=(737,738,755,756)
crossword-cell xyxy=(719,738,737,756)
serial-paragraph: Ὅμως τώρα δέν ὑπῆρχε καμμία ἀμφιβολία. Ἡ σατανική ἐπίνοησις ποῦ εἶχε στηθῆ γύρω ἀπό τό ὄνομα τοῦ Τόρν ἄρχιζε νά ξεδιπλώνεται. Κάποιος ἤξερε πάρα πολλά γιά τίς κινήσεις του, κάποιος ποῦ βρισκόταν πολύ κοντά του. Ὁ Μόρλαν κοίταξε τόν Μπράκετ στά μάτια. —Θέλω νά μοῦ πεῖτε τήν ἀλήθεια, εἶπε ἤρεμα. Ὅλη τήν ἀλήθεια. —Σᾶς τήν εἶπα. —Ὄχι ὅλη. xyxy=(547,1481,791,1571)
crossword-cell xyxy=(665,738,683,756)
photo-caption: Ἡ Σοφία Βέμπο, μέ ἄλλα μέλη τοῦ θιάσου τῆς «Αὐλαίας», σέ μία ἀπό τίς ἐμφανίσεις της στό ἑσπερινό κέντρο «Κάτι φθινοπωρινό». xyxy=(1262,839,1557,873)
crossword-cell xyxy=(755,864,773,882)
theatre-listings: ΑΛΕΞΑΝΔΡΕΙΟΝ τηλέφ. 77-905 (Ἐξοχικόν τοῦ Δήμου): Καθημερινῶς 9.45 μ.μ. Ἡ Χορωδία Θεσσαλονίκης. · ΑΥΛΑΙΑ τηλ. 65-414 (Βασίλ. Σοφίας): Ἡ Ὀρχήστρα Ἀφῶν Κουρτίδη. · ΔΑΣΟΘΕΑΤΡΟΝ τηλ. 816-290 (Ἐπταπυργίου): Τό Θέατρον Ἀθηνῶν: «Ἡ καρδιά τῆς μάνας». Παραστάσεις 9.45 μ.μ. · ΘΗΣΕΥΣ τηλ. 830-826 (Μοναστηρίου): Τό θίασος Μάκη Γρηγορίου. · ΚΗΠΟΥ τηλ. 69-369 (Βάσος Μάνος): Κωμωδία τοῦ Φέλα Σούζου. Ἔναρξις 9.45 μ.μ. · ΧΑΤΖΗΚΟΥ τηλέφ. 22-822 (Βάσος Μερόπης): Ὁ θίασος Ἀννας Ἀπουνάκου. Κάθε μέρα 9.45 μ.μ. xyxy=(1045,261,1250,394)
crossword-cell xyxy=(773,774,791,792)
masthead-text: Διευθυντής συντάξεως Κ. ΔΗΜΑΔΗΣ (πλατεία Ναυαρίνου 16) xyxy=(445,149,623,167)
suburbs-sub-label: Θερινοί — Χειμερινοί xyxy=(1087,919,1208,933)
item-text: Τήν 18ην Σεπτεμβρίου θά δώση συναυλίαν εἰς τό Βασιλικόν θέατρον ἡ Συμφωνική ὀρχήστρα τῆς Βιέννης ὑπό τήν διεύθυνσιν τοῦ Γιόζεφ Κρίπς. Τό πρόγραμμα περιλαμβάνει ἔργα Μπετόβεν καί Μπράμς. xyxy=(1413,1243,1559,1333)
anecdote-text: Ὁ καθηγητής στό μάθημα τῆς ζωολογίας ρωτάει τόν μαθητή: —Πές μου, Γιαννάκη, ποιό ζῶο ζεῖ περισσότερα χρόνια; —Ἡ χελώνα, κύριε. —Μπράβο. Καί ποιό ζεῖ λιγότερα; —Τό κοτόπουλο κύριε, γιατί τό τρῶμε! xyxy=(432,479,636,547)
item-title: Ὀρχήστρα Βιέννης xyxy=(1426,1226,1546,1240)
solution-text: Ὁριζοντίως: 1) ΝΙΚΗΤΑΣ. 2) ΕΝΕΤΗ. 3) ΑΣ. 4) ΑΛΙΣ. 5) ΤΑΝΑ. 6) ΟΛΑ. Καθέτως: 1) ΝΕΚΤΑΡΙΟΣ. 2) ΙΝΑ. 3) ΚΑΣΤΑ. 4) ΗΣΥΧΑ. 5) ΤΑ. 6) ΑΛ. 7) ΣΑΝ. xyxy=(850,826,1045,872)
crossword-cell xyxy=(665,792,683,810)
crossword-cell xyxy=(791,846,809,864)
crossword-cell xyxy=(773,756,791,774)
crossword-cell xyxy=(647,774,665,792)
weekday: ΠΑΡΑΣΚΕΥΗ xyxy=(1109,149,1186,162)
crossword-cell xyxy=(719,846,737,864)
suburbs-label: Συνοικιῶν xyxy=(1116,904,1179,916)
section-header-philosophy: ΦΙΛΟΣΟΦΙΑ xyxy=(432,555,636,575)
crossword-cell xyxy=(665,810,683,828)
vertical-clues-header: ΚΑΘΕΤΩΣ: xyxy=(850,732,916,746)
article-paragraph: Σύμφωνα μέ τίς στατιστικές, ἕνας μεγάλος ἀριθμός παραθεριστῶν ἐπιστρέφει ἀπό τίς διακοπές του πιό κουρασμένος ἀπ' ὅ,τι ἔφυγε. Αἰτίες εἶναι τά πολύωρα ταξίδια, ἡ ἀλλαγή τοῦ κλίματος, ἡ κακή διατροφή, ἡ ὑπερβολική ἔκθεσις στόν ἥλιο καί ἡ ἔλλειψις ὕπνου. xyxy=(646,500,842,590)
pharmacy-subtitle: ΔΙΑΝΥΚΤΕΡΕΥΟΝΤΑ xyxy=(470,781,598,795)
section-header-hospitals: ΝΟΣΟΚΟΜΕΙΑ xyxy=(432,907,636,927)
